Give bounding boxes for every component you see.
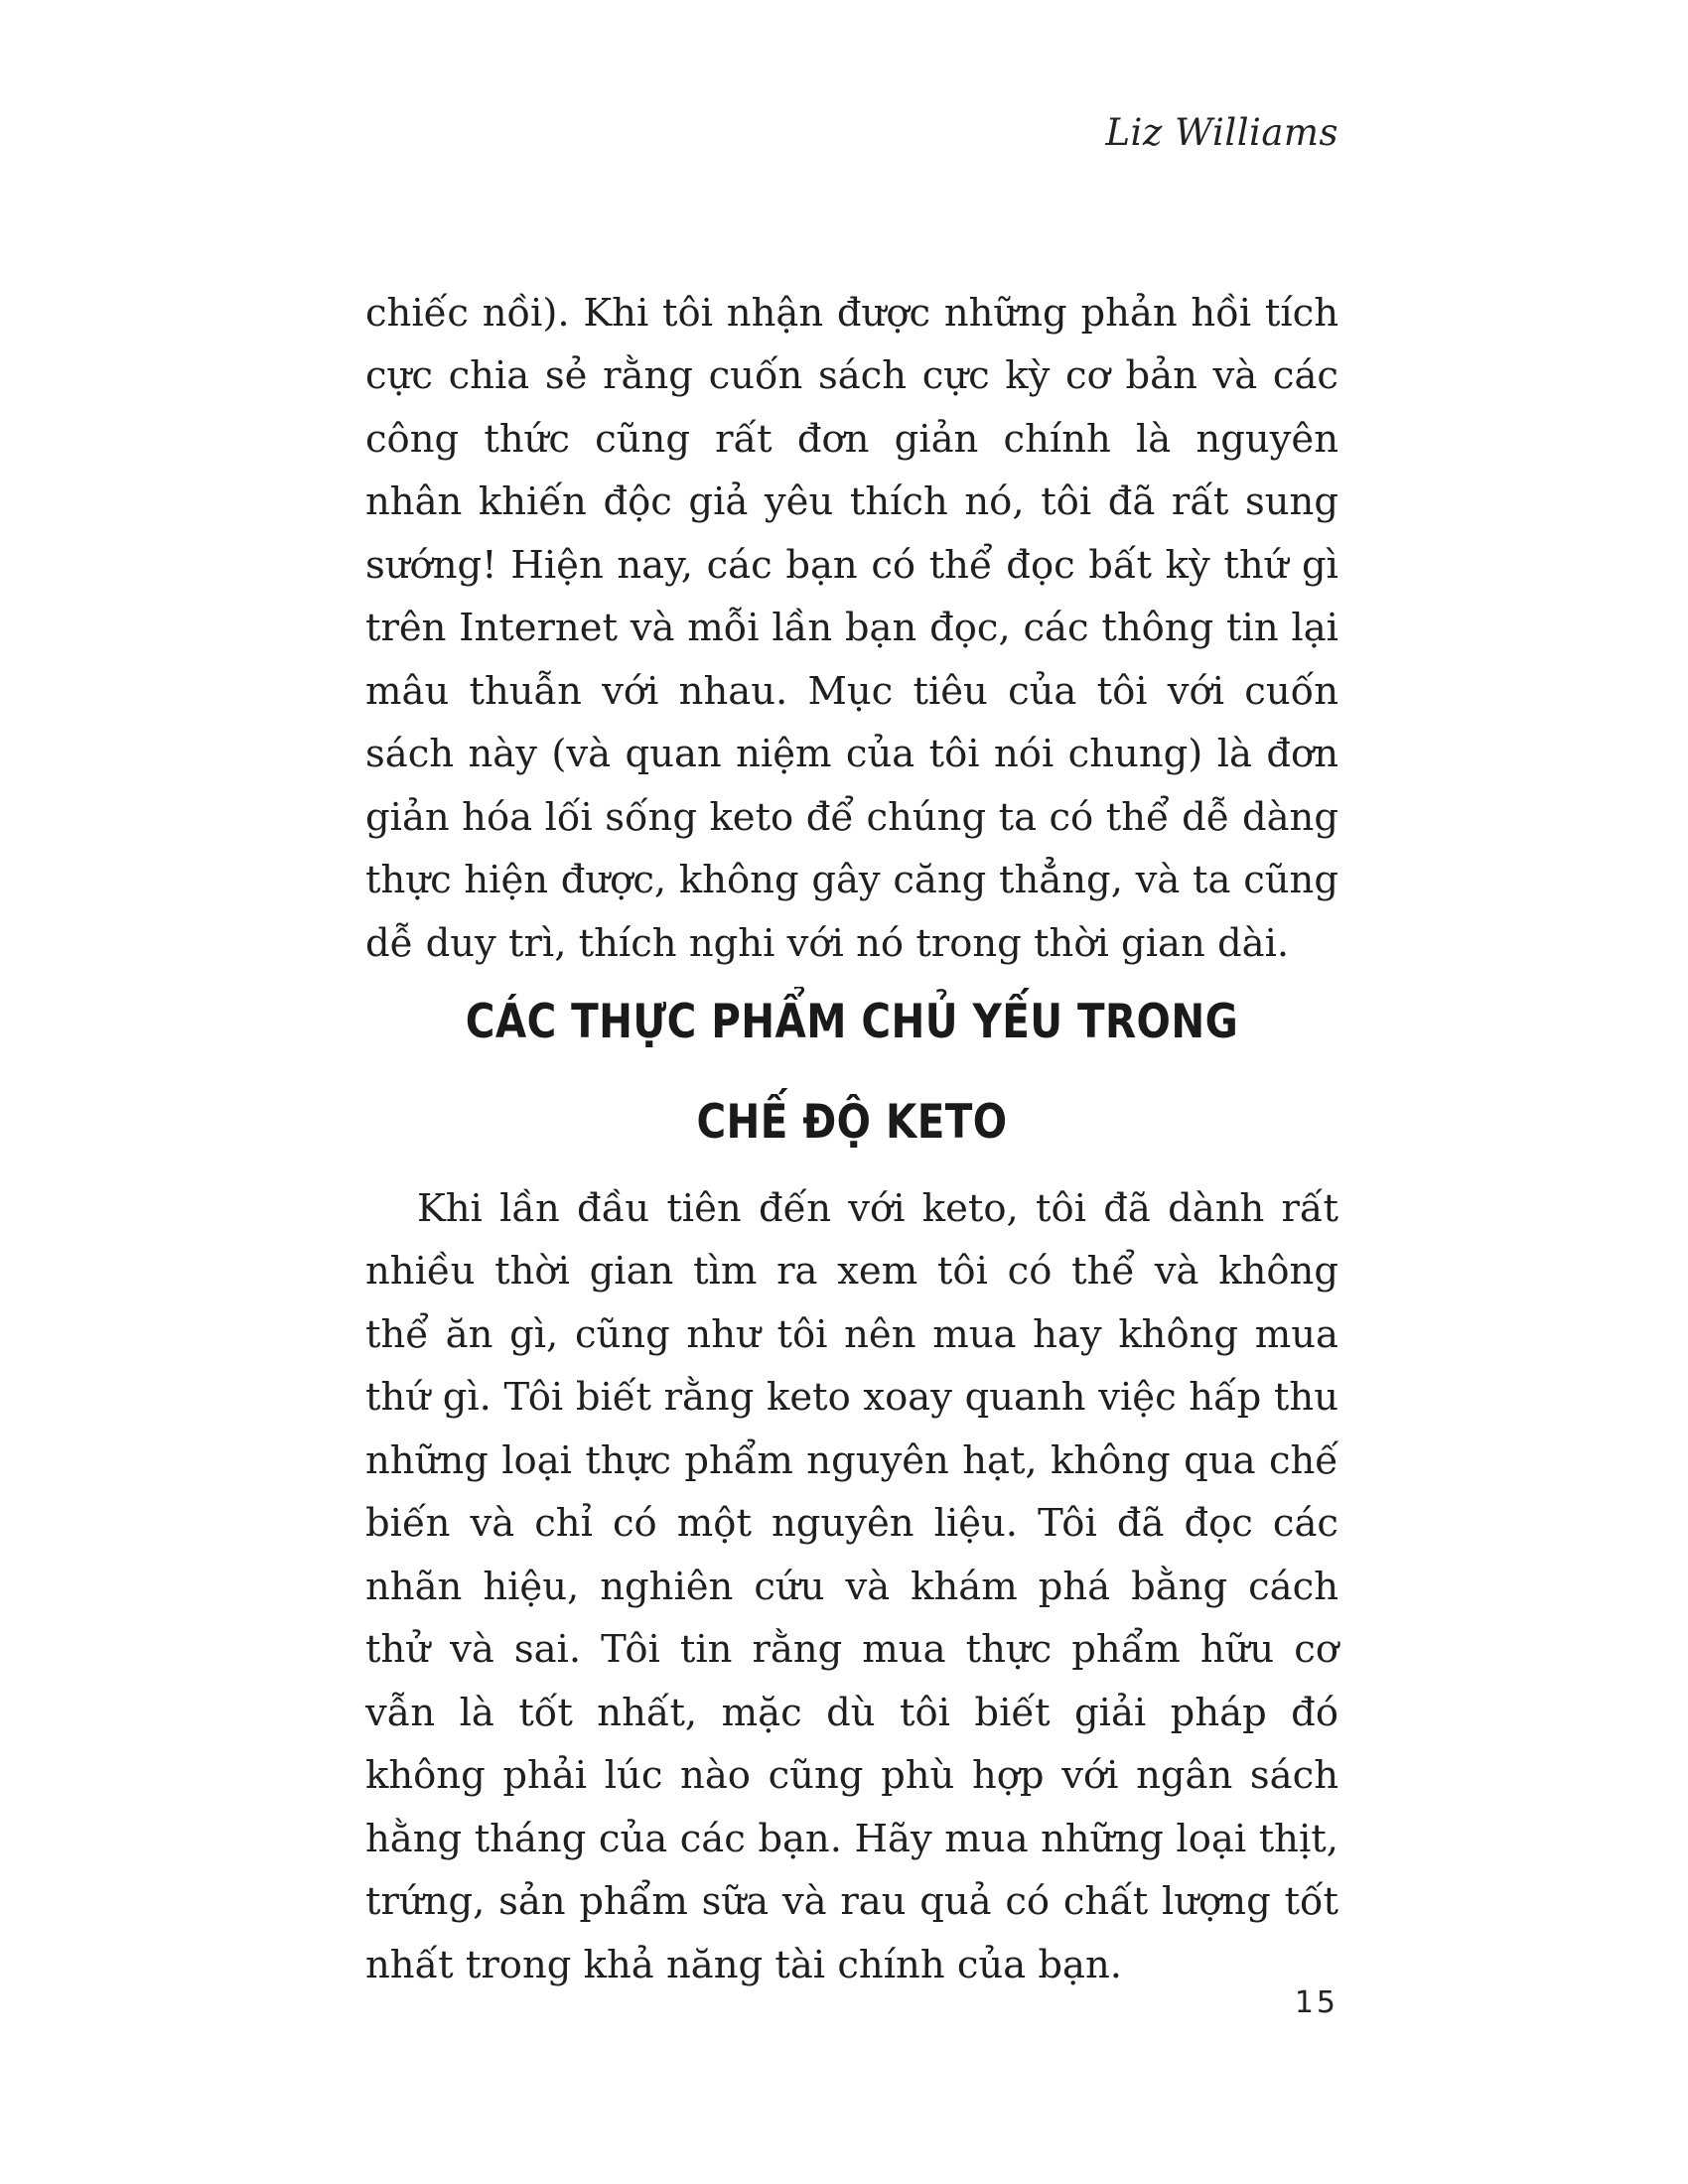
paragraph-intro: Khi lần đầu tiên đến với keto, tôi đã dành rất nhiều thời gian tìm ra xem tôi có thể và không thể ăn gì, cũng như tôi nên mua hay không mua thứ gì. Tôi biết rằng keto xoay quanh việc hấp thu những loại thực phẩm nguyên hạt, không qua chế biến và chỉ có một nguyên liệu. Tôi đã đọc các nhãn hiệu, nghiên cứu và khám phá bằng cách thử và sai. Tôi tin rằng mua thực phẩm hữu cơ vẫn là tốt nhất, mặc dù tôi biết giải pháp đó không phải lúc nào cũng phù hợp với ngân sách hằng tháng của các bạn. Hãy mua những loại thịt, trứng, sản phẩm sữa và rau quả có chất lượng tốt nhất trong khả năng tài chính của bạn. <box>365 1185 1338 1987</box>
running-header-author: Liz Williams <box>1105 111 1338 154</box>
section-heading-line-1: CÁC THỰC PHẨM CHỦ YẾU TRONG <box>465 995 1239 1049</box>
section-heading <box>434 972 1271 1172</box>
paragraph-continued: chiếc nồi). Khi tôi nhận được những phản hồi tích cực chia sẻ rằng cuốn sách cực kỳ cơ bản và các công thức cũng rất đơn giản chính là nguyên nhân khiến độc giả yêu thích nó, tôi đã rất sung sướng! Hiện nay, các bạn có thể đọc bất kỳ thứ gì trên Internet và mỗi lần bạn đọc, các thông tin lại mâu thuẫn với nhau. Mục tiêu của tôi với cuốn sách này (và quan niệm của tôi nói chung) là đơn giản hóa lối sống keto để chúng ta có thể dễ dàng thực hiện được, không gây căng thẳng, và ta cũng dễ duy trì, thích nghi với nó trong thời gian dài. <box>365 290 1338 966</box>
section-heading-line-2: CHẾ ĐỘ KETO <box>696 1095 1008 1150</box>
page-number: 15 <box>1294 1985 1338 2020</box>
